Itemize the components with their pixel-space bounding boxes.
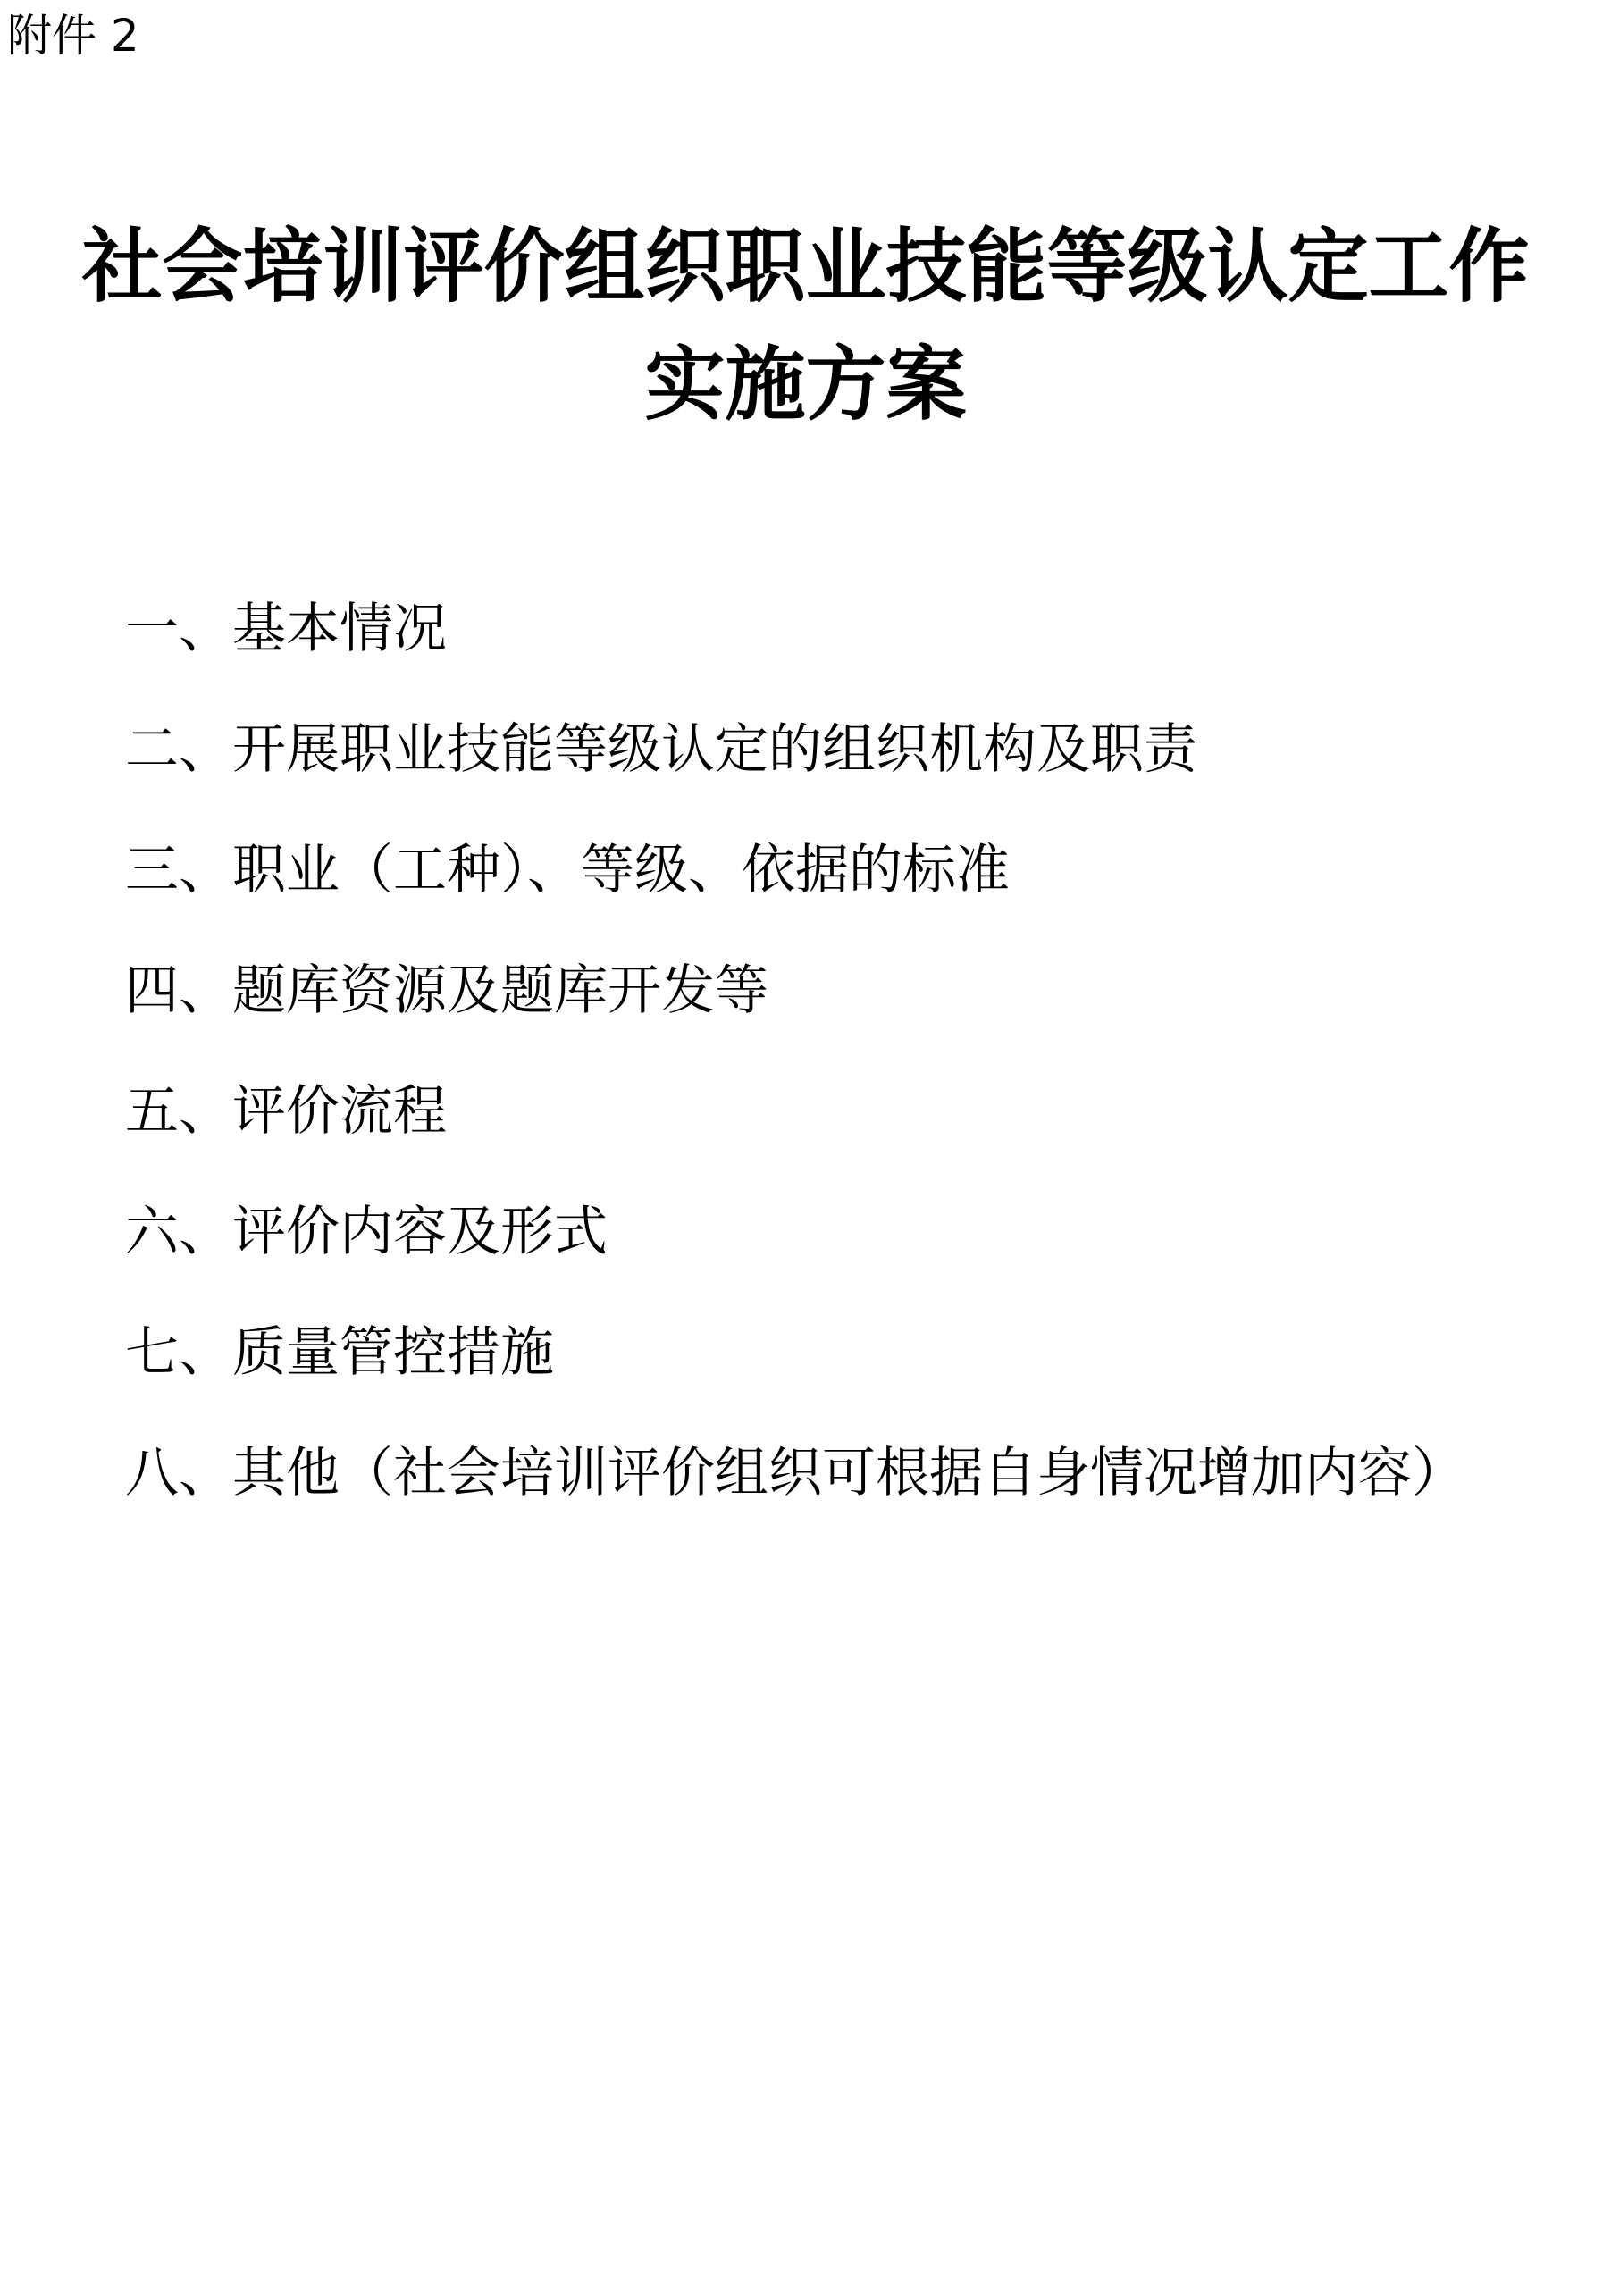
outline-item-3: 三、职业（工种）、等级、依据的标准: [125, 839, 1010, 901]
attachment-label: 附件 2: [7, 10, 139, 62]
document-title: [0, 207, 1611, 443]
outline-item-4: 四、题库资源及题库开发等: [125, 959, 768, 1022]
outline-item-7: 七、质量管控措施: [125, 1321, 554, 1384]
outline-item-1: 一、基本情况: [125, 598, 447, 660]
outline-item-5: 五、评价流程: [125, 1080, 447, 1143]
outline-item-8: 八、其他（社会培训评价组织可根据自身情况增加内容）: [125, 1442, 1465, 1504]
outline-item-2: 二、开展职业技能等级认定的组织机构及职责: [125, 718, 1197, 781]
outline-list: [125, 581, 1465, 1546]
outline-item-6: 六、评价内容及形式: [125, 1201, 608, 1263]
title-line-2: 实施方案: [644, 337, 967, 432]
title-line-1: 社会培训评价组织职业技能等级认定工作: [81, 219, 1530, 314]
